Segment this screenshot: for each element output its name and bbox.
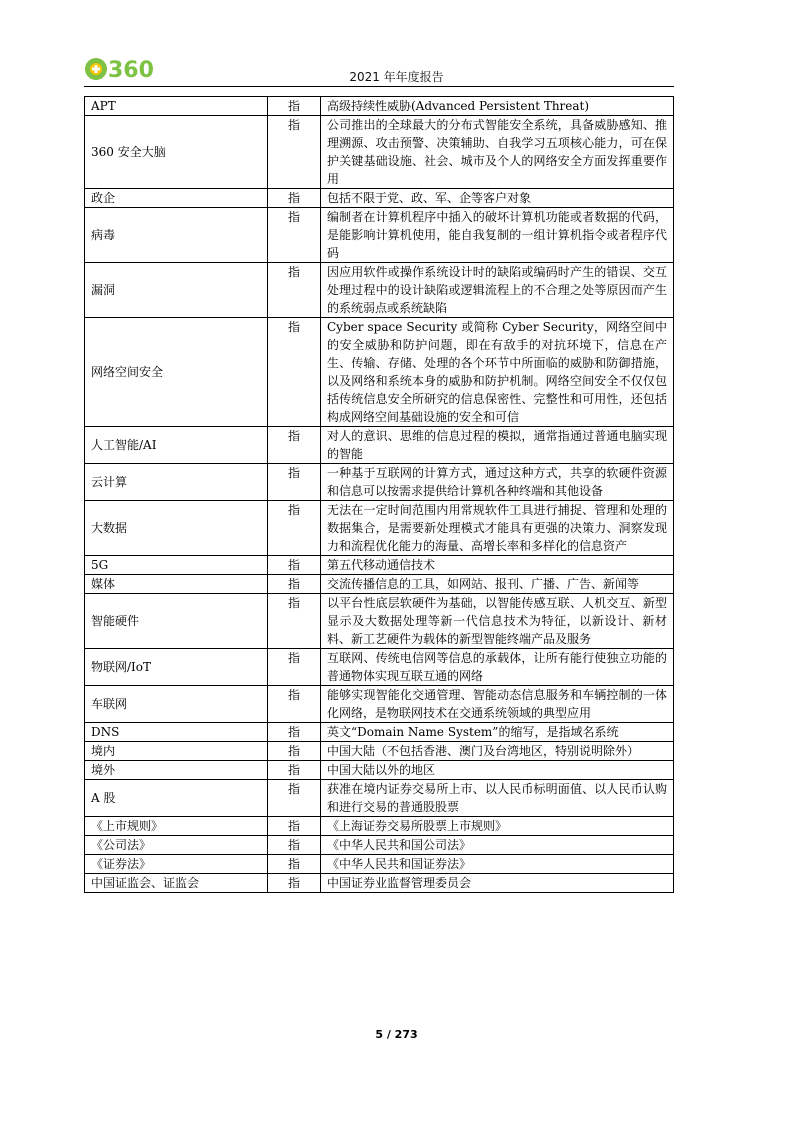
table-row	[85, 263, 674, 318]
refers-to-marker: 指	[268, 575, 321, 594]
refers-to-marker: 指	[268, 427, 321, 464]
glossary-term: 智能硬件	[85, 594, 268, 649]
glossary-term: A 股	[85, 780, 268, 817]
glossary-term: 《上市规则》	[85, 817, 268, 836]
table-row	[85, 318, 674, 427]
glossary-term: 境内	[85, 742, 268, 761]
glossary-definition: 互联网、传统电信网等信息的承载体，让所有能行使独立功能的普通物体实现互联互通的网络	[321, 649, 674, 686]
glossary-term: 物联网/IoT	[85, 649, 268, 686]
table-row	[85, 649, 674, 686]
glossary-term: 360 安全大脑	[85, 116, 268, 189]
glossary-term: 中国证监会、证监会	[85, 874, 268, 893]
glossary-term: 政企	[85, 189, 268, 208]
table-row	[85, 836, 674, 855]
glossary-definition: 《中华人民共和国公司法》	[321, 836, 674, 855]
refers-to-marker: 指	[268, 649, 321, 686]
glossary-definition: 公司推出的全球最大的分布式智能安全系统，具备威胁感知、推理溯源、攻击预警、决策辅助、自我学习五项核心能力，可在保护关键基础设施、社会、城市及个人的网络安全方面发挥重要作用	[321, 116, 674, 189]
glossary-term: 云计算	[85, 464, 268, 501]
glossary-definition: 包括不限于党、政、军、企等客户对象	[321, 189, 674, 208]
table-row	[85, 116, 674, 189]
glossary-definition: 因应用软件或操作系统设计时的缺陷或编码时产生的错误、交互处理过程中的设计缺陷或逻辑流程上的不合理之处等原因而产生的系统弱点或系统缺陷	[321, 263, 674, 318]
table-row	[85, 742, 674, 761]
page-number: 5 / 273	[375, 1028, 418, 1041]
refers-to-marker: 指	[268, 594, 321, 649]
glossary-definition: 能够实现智能化交通管理、智能动态信息服务和车辆控制的一体化网络，是物联网技术在交通系统领域的典型应用	[321, 686, 674, 723]
refers-to-marker: 指	[268, 742, 321, 761]
table-row	[85, 874, 674, 893]
glossary-table	[84, 96, 674, 893]
table-row	[85, 817, 674, 836]
refers-to-marker: 指	[268, 97, 321, 116]
table-row	[85, 594, 674, 649]
glossary-definition: 获准在境内证券交易所上市、以人民币标明面值、以人民币认购和进行交易的普通股股票	[321, 780, 674, 817]
glossary-term: 车联网	[85, 686, 268, 723]
logo-text: 360	[108, 58, 154, 82]
refers-to-marker: 指	[268, 208, 321, 263]
glossary-term: APT	[85, 97, 268, 116]
glossary-definition: 英文“Domain Name System”的缩写，是指域名系统	[321, 723, 674, 742]
refers-to-marker: 指	[268, 761, 321, 780]
refers-to-marker: 指	[268, 780, 321, 817]
glossary-definition: 《中华人民共和国证券法》	[321, 855, 674, 874]
table-row	[85, 189, 674, 208]
glossary-definition: 《上海证券交易所股票上市规则》	[321, 817, 674, 836]
glossary-term: 漏洞	[85, 263, 268, 318]
table-row	[85, 556, 674, 575]
glossary-term: 5G	[85, 556, 268, 575]
glossary-term: 网络空间安全	[85, 318, 268, 427]
table-row	[85, 464, 674, 501]
glossary-definition: 第五代移动通信技术	[321, 556, 674, 575]
table-row	[85, 501, 674, 556]
refers-to-marker: 指	[268, 836, 321, 855]
glossary-term: DNS	[85, 723, 268, 742]
refers-to-marker: 指	[268, 817, 321, 836]
glossary-term: 《公司法》	[85, 836, 268, 855]
refers-to-marker: 指	[268, 855, 321, 874]
table-row	[85, 575, 674, 594]
refers-to-marker: 指	[268, 318, 321, 427]
glossary-term: 《证券法》	[85, 855, 268, 874]
glossary-definition: 以平台性底层软硬件为基础，以智能传感互联、人机交互、新型显示及大数据处理等新一代信息技术为特征，以新设计、新材料、新工艺硬件为载体的新型智能终端产品及服务	[321, 594, 674, 649]
glossary-definition: 交流传播信息的工具，如网站、报刊、广播、广告、新闻等	[321, 575, 674, 594]
refers-to-marker: 指	[268, 686, 321, 723]
glossary-term: 媒体	[85, 575, 268, 594]
refers-to-marker: 指	[268, 556, 321, 575]
table-row	[85, 97, 674, 116]
glossary-definition: 中国大陆（不包括香港、澳门及台湾地区，特别说明除外）	[321, 742, 674, 761]
refers-to-marker: 指	[268, 189, 321, 208]
glossary-term: 病毒	[85, 208, 268, 263]
glossary-definition: Cyber space Security 或简称 Cyber Security，网络空间中的安全威胁和防护问题，即在有敌手的对抗环境下，信息在产生、传输、存储、处理的各个环节中所面临的威胁和防御措施，以及网络和系统本身的威胁和防护机制。网络空间安全不仅仅包括传统信息安全所研究的信息保密性、完整性和可用性，还包括构成网络空间基础设施的安全和可信	[321, 318, 674, 427]
refers-to-marker: 指	[268, 723, 321, 742]
glossary-term: 境外	[85, 761, 268, 780]
glossary-definition: 高级持续性威胁(Advanced Persistent Threat)	[321, 97, 674, 116]
glossary-term: 大数据	[85, 501, 268, 556]
glossary-definition: 无法在一定时间范围内用常规软件工具进行捕捉、管理和处理的数据集合，是需要新处理模式才能具有更强的决策力、洞察发现力和流程优化能力的海量、高增长率和多样化的信息资产	[321, 501, 674, 556]
table-row	[85, 208, 674, 263]
refers-to-marker: 指	[268, 501, 321, 556]
table-row	[85, 780, 674, 817]
table-row	[85, 761, 674, 780]
refers-to-marker: 指	[268, 874, 321, 893]
glossary-term: 人工智能/AI	[85, 427, 268, 464]
table-row	[85, 723, 674, 742]
header-divider	[84, 86, 674, 87]
table-row	[85, 427, 674, 464]
refers-to-marker: 指	[268, 263, 321, 318]
report-title: 2021 年年度报告	[349, 70, 444, 84]
glossary-definition: 对人的意识、思维的信息过程的模拟，通常指通过普通电脑实现的智能	[321, 427, 674, 464]
table-row	[85, 855, 674, 874]
glossary-definition: 中国证券业监督管理委员会	[321, 874, 674, 893]
refers-to-marker: 指	[268, 116, 321, 189]
glossary-definition: 编制者在计算机程序中插入的破坏计算机功能或者数据的代码，是能影响计算机使用，能自我复制的一组计算机指令或者程序代码	[321, 208, 674, 263]
glossary-definition: 中国大陆以外的地区	[321, 761, 674, 780]
refers-to-marker: 指	[268, 464, 321, 501]
glossary-definition: 一种基于互联网的计算方式，通过这种方式，共享的软硬件资源和信息可以按需求提供给计算机各种终端和其他设备	[321, 464, 674, 501]
table-row	[85, 686, 674, 723]
